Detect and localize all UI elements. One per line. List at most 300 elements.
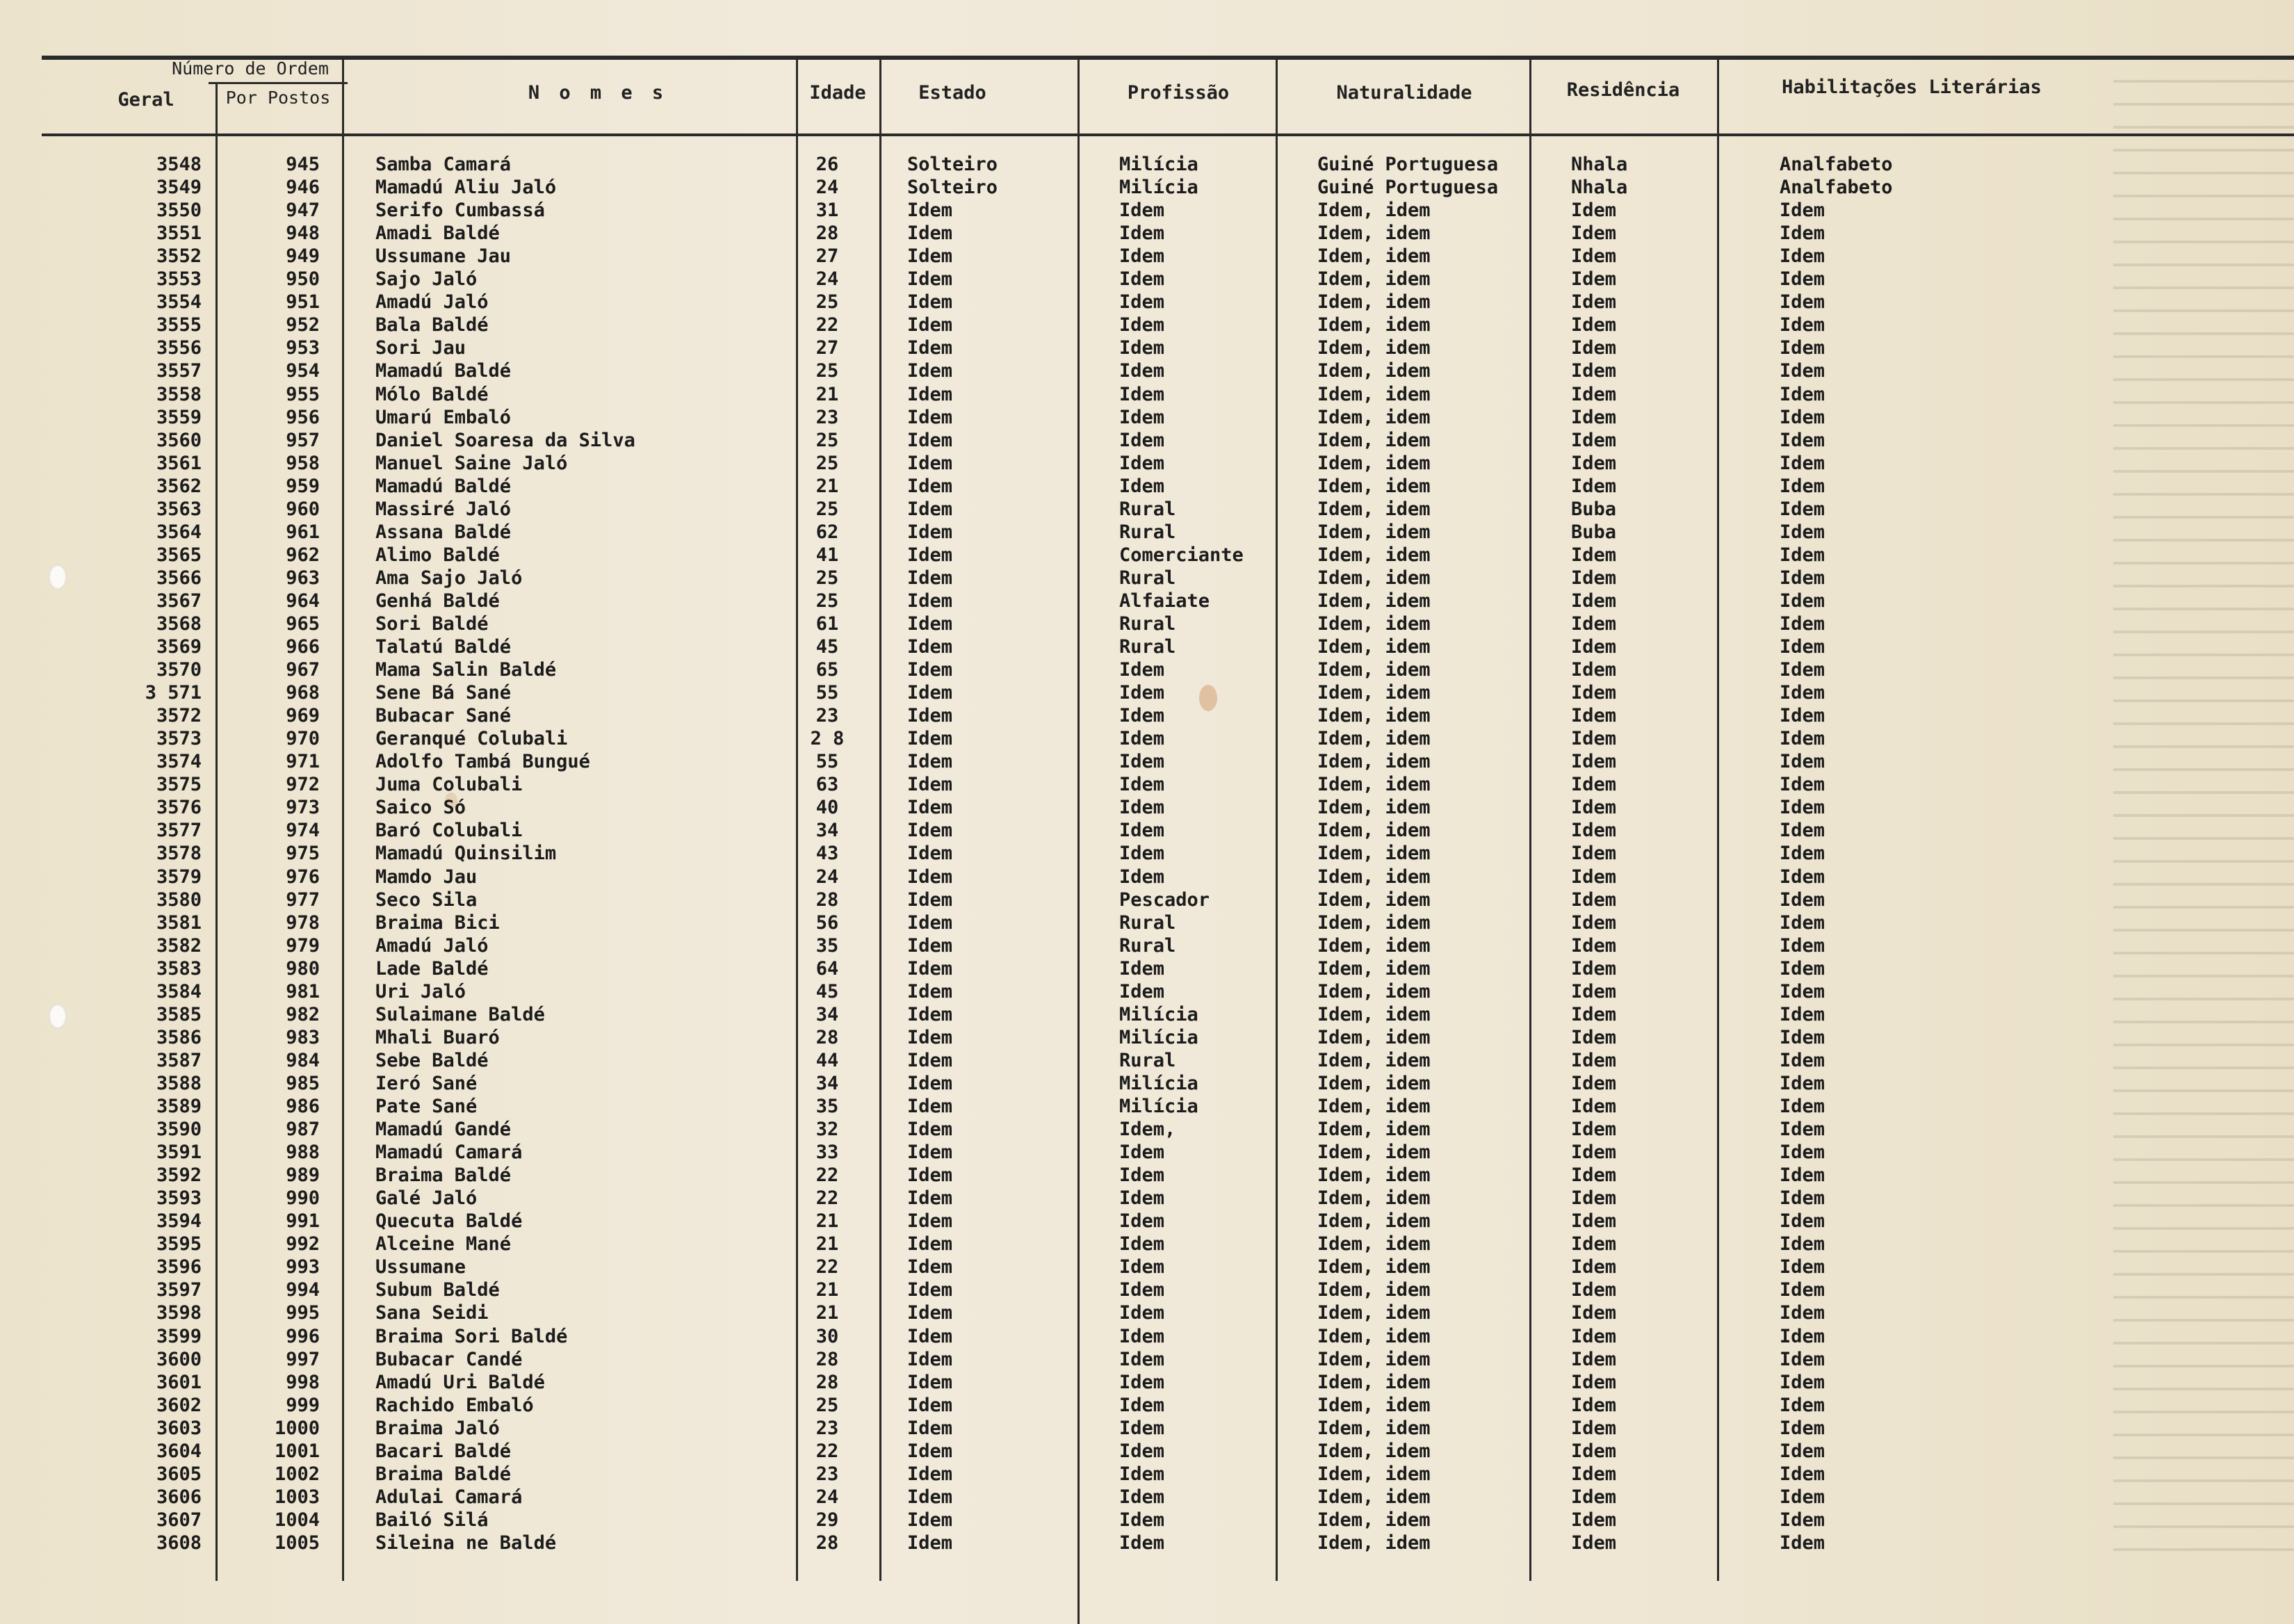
- cell-estado: Idem: [907, 958, 953, 980]
- cell-nome: Braima Baldé: [375, 1463, 512, 1485]
- cell-residencia: Idem: [1571, 1164, 1617, 1186]
- cell-por-postos: 955: [286, 384, 320, 405]
- cell-por-postos: 980: [286, 958, 320, 980]
- cell-por-postos: 1005: [274, 1532, 320, 1554]
- cell-estado: Idem: [907, 613, 953, 635]
- cell-idade: 25: [815, 430, 839, 451]
- cell-geral: 3581: [156, 912, 202, 934]
- cell-nome: Mama Salin Baldé: [375, 659, 557, 681]
- cell-profissao: Idem: [1119, 360, 1165, 382]
- table-row: [0, 1486, 2294, 1509]
- table-row: [0, 911, 2294, 934]
- cell-geral: 3597: [156, 1279, 202, 1301]
- cell-geral: 3605: [156, 1463, 202, 1485]
- cell-residencia: Idem: [1571, 337, 1617, 359]
- cell-residencia: Idem: [1571, 751, 1617, 772]
- cell-naturalidade: Idem, idem: [1317, 498, 1431, 520]
- cell-residencia: Idem: [1571, 659, 1617, 681]
- cell-profissao: Rural: [1119, 636, 1176, 658]
- cell-nome: Bailó Silá: [375, 1509, 489, 1531]
- table-row: [0, 291, 2294, 314]
- cell-idade: 28: [815, 1349, 839, 1370]
- cell-profissao: Idem: [1119, 751, 1165, 772]
- cell-profissao: Alfaiate: [1119, 590, 1210, 612]
- cell-nome: Sulaimane Baldé: [375, 1004, 545, 1025]
- cell-residencia: Nhala: [1571, 154, 1628, 175]
- cell-profissao: Idem: [1119, 245, 1165, 267]
- cell-idade: 62: [815, 521, 839, 543]
- cell-geral: 3589: [156, 1096, 202, 1117]
- cell-estado: Idem: [907, 360, 953, 382]
- cell-nome: Sori Jau: [375, 337, 466, 359]
- cell-habilitacoes: Idem: [1780, 1302, 1825, 1324]
- cell-por-postos: 968: [286, 682, 320, 704]
- cell-idade: 21: [815, 384, 839, 405]
- cell-profissao: Idem: [1119, 866, 1165, 888]
- cell-residencia: Idem: [1571, 981, 1617, 1002]
- cell-naturalidade: Idem, idem: [1317, 820, 1431, 841]
- cell-nome: Talatú Baldé: [375, 636, 512, 658]
- cell-nome: Manuel Saine Jaló: [375, 453, 568, 474]
- table-row: [0, 1325, 2294, 1348]
- cell-profissao: Idem: [1119, 1302, 1165, 1324]
- cell-profissao: Idem: [1119, 337, 1165, 359]
- cell-idade: 30: [815, 1326, 839, 1347]
- cell-estado: Idem: [907, 384, 953, 405]
- cell-idade: 25: [815, 360, 839, 382]
- cell-por-postos: 976: [286, 866, 320, 888]
- cell-por-postos: 974: [286, 820, 320, 841]
- table-row: [0, 1371, 2294, 1394]
- table-row: [0, 498, 2294, 521]
- cell-habilitacoes: Idem: [1780, 1509, 1825, 1531]
- cell-estado: Idem: [907, 889, 953, 911]
- cell-naturalidade: Idem, idem: [1317, 1004, 1431, 1025]
- cell-habilitacoes: Idem: [1780, 728, 1825, 749]
- cell-habilitacoes: Idem: [1780, 498, 1825, 520]
- cell-estado: Idem: [907, 1302, 953, 1324]
- cell-idade: 22: [815, 1164, 839, 1186]
- table-row: [0, 1278, 2294, 1301]
- cell-geral: 3588: [156, 1073, 202, 1094]
- cell-geral: 3606: [156, 1486, 202, 1508]
- table-row: [0, 1394, 2294, 1417]
- cell-profissao: Idem: [1119, 1142, 1165, 1163]
- cell-profissao: Rural: [1119, 567, 1176, 589]
- cell-habilitacoes: Idem: [1780, 567, 1825, 589]
- cell-estado: Idem: [907, 1073, 953, 1094]
- cell-geral: 3567: [156, 590, 202, 612]
- cell-estado: Idem: [907, 222, 953, 244]
- cell-por-postos: 964: [286, 590, 320, 612]
- cell-habilitacoes: Idem: [1780, 245, 1825, 267]
- cell-geral: 3602: [156, 1395, 202, 1416]
- cell-profissao: Idem: [1119, 1418, 1165, 1439]
- table-row: [0, 1095, 2294, 1118]
- header-geral: Geral: [117, 89, 174, 111]
- cell-estado: Idem: [907, 912, 953, 934]
- cell-estado: Idem: [907, 567, 953, 589]
- table-row: [0, 544, 2294, 567]
- cell-naturalidade: Idem, idem: [1317, 360, 1431, 382]
- cell-por-postos: 1004: [274, 1509, 320, 1531]
- cell-estado: Idem: [907, 1187, 953, 1209]
- table-row: [0, 750, 2294, 773]
- cell-residencia: Idem: [1571, 1233, 1617, 1255]
- cell-habilitacoes: Idem: [1780, 1027, 1825, 1048]
- table-row: [0, 1141, 2294, 1164]
- cell-naturalidade: Idem, idem: [1317, 843, 1431, 864]
- table-row: [0, 383, 2294, 406]
- cell-profissao: Idem: [1119, 958, 1165, 980]
- cell-nome: Alceine Mané: [375, 1233, 512, 1255]
- cell-naturalidade: Idem, idem: [1317, 1486, 1431, 1508]
- cell-por-postos: 961: [286, 521, 320, 543]
- cell-naturalidade: Idem, idem: [1317, 268, 1431, 290]
- cell-profissao: Idem: [1119, 1279, 1165, 1301]
- cell-naturalidade: Idem, idem: [1317, 1142, 1431, 1163]
- cell-nome: Mhali Buaró: [375, 1027, 500, 1048]
- cell-habilitacoes: Idem: [1780, 889, 1825, 911]
- cell-geral: 3580: [156, 889, 202, 911]
- cell-naturalidade: Idem, idem: [1317, 337, 1431, 359]
- cell-idade: 22: [815, 1256, 839, 1278]
- cell-habilitacoes: Idem: [1780, 337, 1825, 359]
- cell-por-postos: 1001: [274, 1440, 320, 1462]
- table-row: [0, 1072, 2294, 1095]
- cell-habilitacoes: Idem: [1780, 820, 1825, 841]
- cell-residencia: Idem: [1571, 797, 1617, 818]
- cell-habilitacoes: Idem: [1780, 1418, 1825, 1439]
- cell-estado: Idem: [907, 1142, 953, 1163]
- cell-por-postos: 999: [286, 1395, 320, 1416]
- cell-nome: Quecuta Baldé: [375, 1210, 523, 1232]
- cell-geral: 3583: [156, 958, 202, 980]
- cell-naturalidade: Idem, idem: [1317, 613, 1431, 635]
- cell-habilitacoes: Idem: [1780, 912, 1825, 934]
- cell-estado: Idem: [907, 705, 953, 726]
- cell-residencia: Idem: [1571, 314, 1617, 336]
- cell-profissao: Idem: [1119, 291, 1165, 313]
- cell-habilitacoes: Idem: [1780, 659, 1825, 681]
- cell-geral: 3576: [156, 797, 202, 818]
- cell-geral: 3551: [156, 222, 202, 244]
- table-row: [0, 612, 2294, 635]
- cell-residencia: Idem: [1571, 636, 1617, 658]
- cell-geral: 3591: [156, 1142, 202, 1163]
- cell-profissao: Idem: [1119, 843, 1165, 864]
- cell-geral: 3561: [156, 453, 202, 474]
- cell-estado: Idem: [907, 820, 953, 841]
- cell-habilitacoes: Idem: [1780, 1096, 1825, 1117]
- cell-idade: 24: [815, 268, 839, 290]
- cell-residencia: Idem: [1571, 1418, 1617, 1439]
- cell-por-postos: 979: [286, 935, 320, 957]
- cell-habilitacoes: Idem: [1780, 222, 1825, 244]
- cell-estado: Solteiro: [907, 177, 998, 198]
- cell-residencia: Idem: [1571, 613, 1617, 635]
- cell-por-postos: 947: [286, 200, 320, 221]
- cell-geral: 3573: [156, 728, 202, 749]
- cell-estado: Idem: [907, 1210, 953, 1232]
- cell-residencia: Buba: [1571, 498, 1617, 520]
- cell-residencia: Idem: [1571, 1119, 1617, 1140]
- table-row: [0, 1417, 2294, 1440]
- cell-profissao: Idem: [1119, 268, 1165, 290]
- cell-habilitacoes: Idem: [1780, 1440, 1825, 1462]
- cell-habilitacoes: Idem: [1780, 1279, 1825, 1301]
- cell-geral: 3585: [156, 1004, 202, 1025]
- cell-por-postos: 998: [286, 1372, 320, 1393]
- cell-naturalidade: Idem, idem: [1317, 1395, 1431, 1416]
- cell-naturalidade: Idem, idem: [1317, 1050, 1431, 1071]
- cell-profissao: Idem: [1119, 1486, 1165, 1508]
- cell-profissao: Idem: [1119, 314, 1165, 336]
- cell-naturalidade: Idem, idem: [1317, 1532, 1431, 1554]
- cell-naturalidade: Idem, idem: [1317, 636, 1431, 658]
- cell-profissao: Idem: [1119, 1210, 1165, 1232]
- cell-nome: Sana Seidi: [375, 1302, 489, 1324]
- cell-por-postos: 994: [286, 1279, 320, 1301]
- cell-estado: Idem: [907, 476, 953, 497]
- table-row: [0, 1301, 2294, 1324]
- cell-geral: 3579: [156, 866, 202, 888]
- cell-idade: 25: [815, 1395, 839, 1416]
- cell-por-postos: 958: [286, 453, 320, 474]
- cell-residencia: Idem: [1571, 222, 1617, 244]
- table-row: [0, 658, 2294, 681]
- cell-profissao: Idem: [1119, 476, 1165, 497]
- cell-idade: 33: [815, 1142, 839, 1163]
- cell-naturalidade: Idem, idem: [1317, 1164, 1431, 1186]
- cell-residencia: Idem: [1571, 407, 1617, 428]
- cell-naturalidade: Idem, idem: [1317, 314, 1431, 336]
- cell-geral: 3574: [156, 751, 202, 772]
- cell-por-postos: 973: [286, 797, 320, 818]
- cell-estado: Idem: [907, 291, 953, 313]
- cell-nome: Bubacar Candé: [375, 1349, 523, 1370]
- table-row: [0, 1187, 2294, 1210]
- cell-naturalidade: Idem, idem: [1317, 1372, 1431, 1393]
- cell-estado: Idem: [907, 268, 953, 290]
- cell-residencia: Idem: [1571, 1210, 1617, 1232]
- cell-idade: 24: [815, 1486, 839, 1508]
- cell-residencia: Idem: [1571, 1349, 1617, 1370]
- cell-por-postos: 946: [286, 177, 320, 198]
- cell-profissao: Idem: [1119, 728, 1165, 749]
- cell-geral: 3608: [156, 1532, 202, 1554]
- cell-nome: Sebe Baldé: [375, 1050, 489, 1071]
- cell-geral: 3592: [156, 1164, 202, 1186]
- cell-nome: Subum Baldé: [375, 1279, 500, 1301]
- table-row: [0, 1532, 2294, 1554]
- cell-estado: Idem: [907, 1050, 953, 1071]
- cell-geral: 3584: [156, 981, 202, 1002]
- cell-idade: 28: [815, 222, 839, 244]
- cell-habilitacoes: Idem: [1780, 590, 1825, 612]
- cell-geral: 3553: [156, 268, 202, 290]
- cell-naturalidade: Idem, idem: [1317, 245, 1431, 267]
- cell-naturalidade: Idem, idem: [1317, 1256, 1431, 1278]
- cell-estado: Idem: [907, 1463, 953, 1485]
- cell-geral: 3593: [156, 1187, 202, 1209]
- cell-naturalidade: Idem, idem: [1317, 407, 1431, 428]
- cell-profissao: Idem: [1119, 774, 1165, 795]
- cell-por-postos: 969: [286, 705, 320, 726]
- cell-idade: 21: [815, 1302, 839, 1324]
- cell-profissao: Idem: [1119, 384, 1165, 405]
- cell-profissao: Idem: [1119, 1395, 1165, 1416]
- cell-idade: 21: [815, 1210, 839, 1232]
- cell-profissao: Idem: [1119, 430, 1165, 451]
- cell-profissao: Idem: [1119, 797, 1165, 818]
- cell-habilitacoes: Idem: [1780, 430, 1825, 451]
- cell-geral: 3572: [156, 705, 202, 726]
- cell-naturalidade: Idem, idem: [1317, 1440, 1431, 1462]
- cell-idade: 64: [815, 958, 839, 980]
- cell-por-postos: 988: [286, 1142, 320, 1163]
- cell-naturalidade: Idem, idem: [1317, 200, 1431, 221]
- cell-naturalidade: Idem, idem: [1317, 430, 1431, 451]
- cell-estado: Idem: [907, 659, 953, 681]
- cell-nome: Ama Sajo Jaló: [375, 567, 523, 589]
- cell-estado: Idem: [907, 728, 953, 749]
- cell-residencia: Idem: [1571, 1509, 1617, 1531]
- table-row: [0, 475, 2294, 498]
- table-row: [0, 635, 2294, 658]
- cell-estado: Idem: [907, 1486, 953, 1508]
- table-row: [0, 1210, 2294, 1233]
- cell-profissao: Idem: [1119, 682, 1165, 704]
- cell-idade: 25: [815, 453, 839, 474]
- cell-idade: 55: [815, 682, 839, 704]
- cell-naturalidade: Guiné Portuguesa: [1317, 154, 1499, 175]
- cell-nome: Umarú Embaló: [375, 407, 512, 428]
- table-row: [0, 1509, 2294, 1532]
- cell-nome: Sene Bá Sané: [375, 682, 512, 704]
- header-bottom-rule: [42, 133, 2294, 136]
- cell-idade: 34: [815, 1073, 839, 1094]
- cell-por-postos: 950: [286, 268, 320, 290]
- cell-idade: 40: [815, 797, 839, 818]
- cell-profissao: Idem: [1119, 1532, 1165, 1554]
- cell-idade: 24: [815, 177, 839, 198]
- cell-nome: Bubacar Sané: [375, 705, 512, 726]
- cell-habilitacoes: Idem: [1780, 1395, 1825, 1416]
- table-row: [0, 406, 2294, 429]
- cell-naturalidade: Idem, idem: [1317, 958, 1431, 980]
- table-row: [0, 222, 2294, 245]
- table-row: [0, 590, 2294, 612]
- cell-nome: Uri Jaló: [375, 981, 466, 1002]
- table-row: [0, 452, 2294, 475]
- cell-habilitacoes: Idem: [1780, 935, 1825, 957]
- cell-nome: Mamadú Camará: [375, 1142, 523, 1163]
- cell-idade: 43: [815, 843, 839, 864]
- cell-geral: 3563: [156, 498, 202, 520]
- cell-estado: Idem: [907, 1326, 953, 1347]
- table-row: [0, 866, 2294, 888]
- cell-habilitacoes: Idem: [1780, 314, 1825, 336]
- cell-estado: Idem: [907, 1279, 953, 1301]
- cell-geral: 3552: [156, 245, 202, 267]
- cell-naturalidade: Idem, idem: [1317, 774, 1431, 795]
- cell-geral: 3594: [156, 1210, 202, 1232]
- cell-nome: Lade Baldé: [375, 958, 489, 980]
- cell-habilitacoes: Idem: [1780, 958, 1825, 980]
- cell-idade: 22: [815, 1187, 839, 1209]
- cell-nome: Ieró Sané: [375, 1073, 478, 1094]
- cell-habilitacoes: Idem: [1780, 636, 1825, 658]
- cell-nome: Bacari Baldé: [375, 1440, 512, 1462]
- cell-por-postos: 948: [286, 222, 320, 244]
- cell-naturalidade: Idem, idem: [1317, 222, 1431, 244]
- cell-idade: 61: [815, 613, 839, 635]
- cell-geral: 3604: [156, 1440, 202, 1462]
- cell-habilitacoes: Idem: [1780, 1326, 1825, 1347]
- table-row: [0, 1049, 2294, 1072]
- cell-estado: Idem: [907, 1440, 953, 1462]
- cell-por-postos: 960: [286, 498, 320, 520]
- cell-idade: 24: [815, 866, 839, 888]
- table-row: [0, 796, 2294, 819]
- cell-profissao: Idem: [1119, 705, 1165, 726]
- header-naturalidade: Naturalidade: [1336, 82, 1472, 104]
- cell-por-postos: 989: [286, 1164, 320, 1186]
- cell-residencia: Idem: [1571, 866, 1617, 888]
- table-row: [0, 336, 2294, 359]
- cell-naturalidade: Idem, idem: [1317, 981, 1431, 1002]
- cell-idade: 21: [815, 1233, 839, 1255]
- cell-por-postos: 978: [286, 912, 320, 934]
- cell-habilitacoes: Idem: [1780, 682, 1825, 704]
- cell-residencia: Idem: [1571, 1486, 1617, 1508]
- table-row: [0, 521, 2294, 544]
- cell-por-postos: 975: [286, 843, 320, 864]
- cell-estado: Idem: [907, 200, 953, 221]
- cell-nome: Adulai Camará: [375, 1486, 523, 1508]
- cell-estado: Idem: [907, 1395, 953, 1416]
- cell-naturalidade: Idem, idem: [1317, 1302, 1431, 1324]
- cell-estado: Idem: [907, 866, 953, 888]
- cell-idade: 25: [815, 291, 839, 313]
- cell-idade: 26: [815, 154, 839, 175]
- cell-profissao: Idem: [1119, 1187, 1165, 1209]
- cell-profissao: Milícia: [1119, 154, 1198, 175]
- cell-habilitacoes: Idem: [1780, 1119, 1825, 1140]
- cell-residencia: Idem: [1571, 291, 1617, 313]
- table-row: [0, 1026, 2294, 1049]
- table-row: [0, 704, 2294, 727]
- cell-profissao: Idem: [1119, 1349, 1165, 1370]
- cell-geral: 3590: [156, 1119, 202, 1140]
- cell-geral: 3568: [156, 613, 202, 635]
- table-row: [0, 1440, 2294, 1463]
- cell-habilitacoes: Idem: [1780, 866, 1825, 888]
- cell-estado: Idem: [907, 1418, 953, 1439]
- cell-naturalidade: Idem, idem: [1317, 521, 1431, 543]
- cell-estado: Idem: [907, 521, 953, 543]
- cell-geral: 3 571: [145, 682, 202, 704]
- cell-por-postos: 949: [286, 245, 320, 267]
- table-top-rule: [42, 56, 2294, 60]
- cell-naturalidade: Idem, idem: [1317, 544, 1431, 566]
- cell-estado: Idem: [907, 453, 953, 474]
- cell-estado: Idem: [907, 1349, 953, 1370]
- cell-residencia: Idem: [1571, 889, 1617, 911]
- cell-habilitacoes: Idem: [1780, 1073, 1825, 1094]
- cell-estado: Idem: [907, 1004, 953, 1025]
